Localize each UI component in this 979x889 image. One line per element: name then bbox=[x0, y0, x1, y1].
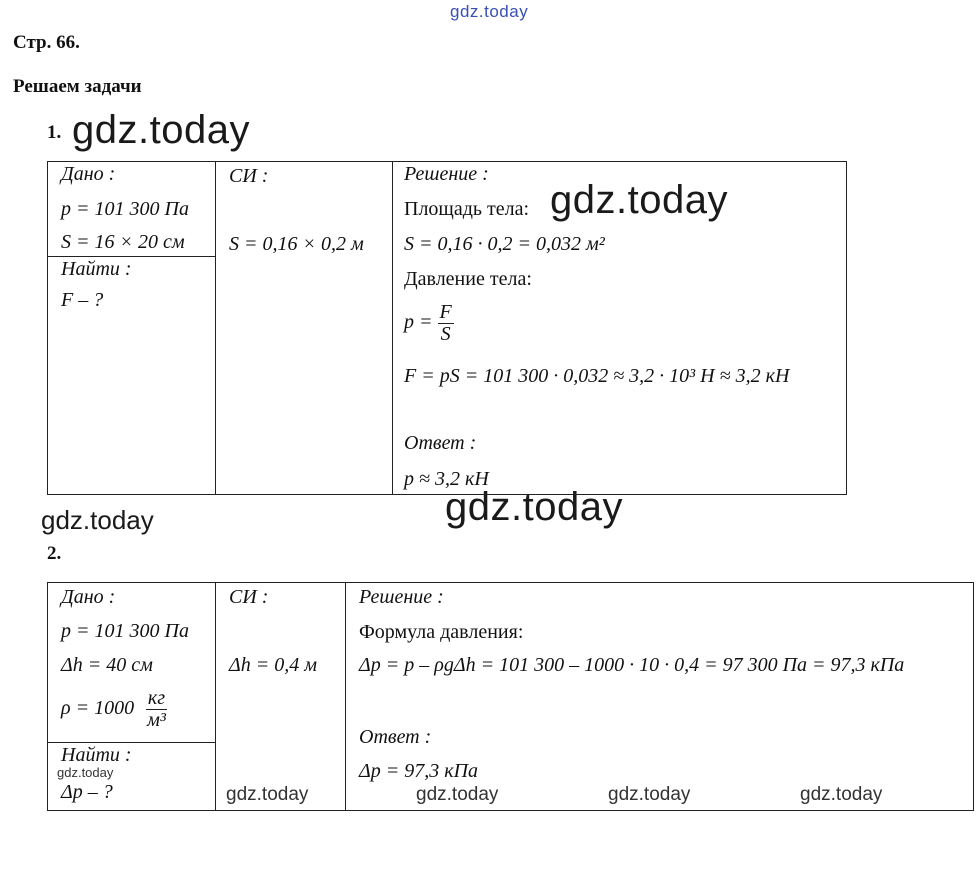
page-number: Стр. 66. bbox=[13, 32, 80, 53]
given-label: Дано : bbox=[61, 163, 116, 185]
problem2-table bbox=[47, 582, 974, 811]
fraction bbox=[438, 302, 454, 345]
given-value: p = 101 300 Па bbox=[61, 198, 189, 220]
si-label: СИ : bbox=[229, 586, 269, 608]
section-title: Решаем задачи bbox=[13, 76, 142, 97]
problem-number: 2. bbox=[47, 543, 62, 564]
given-value: p = 101 300 Па bbox=[61, 620, 189, 642]
watermark-small: gdz.today bbox=[608, 784, 691, 805]
given-value: Δh = 40 см bbox=[61, 654, 153, 676]
si-value: S = 0,16 × 0,2 м bbox=[229, 233, 364, 255]
force-formula: F = pS = 101 300 · 0,032 ≈ 3,2 · 10³ Н ≈ 3,2 кН bbox=[404, 365, 790, 387]
problem-number: 1. bbox=[47, 122, 62, 143]
problem1-table bbox=[47, 161, 847, 495]
answer-label: Ответ : bbox=[404, 432, 477, 454]
given-value: S = 16 × 20 см bbox=[61, 231, 185, 253]
fraction bbox=[145, 688, 168, 731]
watermark-medium: gdz.today bbox=[41, 505, 154, 535]
find-label: Найти : bbox=[61, 744, 132, 766]
formula-left: p = bbox=[404, 311, 433, 334]
pressure-label: Давление тела: bbox=[404, 268, 532, 290]
find-label: Найти : bbox=[61, 258, 132, 280]
si-label: СИ : bbox=[229, 165, 269, 187]
rho-value bbox=[61, 688, 168, 731]
rho-left: ρ = 1000 bbox=[61, 697, 135, 720]
given-label: Дано : bbox=[61, 586, 116, 608]
pressure-formula: Δp = p – ρgΔh = 101 300 – 1000 · 10 · 0,4 = 97 300 Па = 97,3 кПа bbox=[359, 654, 905, 676]
watermark-small: gdz.today bbox=[416, 784, 499, 805]
numerator: кг bbox=[147, 687, 166, 709]
find-value: F – ? bbox=[61, 289, 104, 311]
answer-label: Ответ : bbox=[359, 726, 432, 748]
pressure-formula bbox=[404, 302, 454, 345]
area-label: Площадь тела: bbox=[404, 198, 530, 220]
watermark-large: gdz.today bbox=[72, 108, 250, 152]
solution-label: Решение : bbox=[359, 586, 444, 608]
answer-value: Δp = 97,3 кПа bbox=[359, 760, 479, 782]
answer-value: p ≈ 3,2 кН bbox=[404, 468, 489, 490]
solution-label: Решение : bbox=[404, 163, 489, 185]
watermark-large: gdz.today bbox=[550, 178, 728, 222]
area-formula: S = 0,16 · 0,2 = 0,032 м² bbox=[404, 233, 605, 255]
si-value: Δh = 0,4 м bbox=[229, 654, 317, 676]
numerator: F bbox=[439, 301, 452, 323]
watermark-top: gdz.today bbox=[450, 2, 529, 21]
watermark-large: gdz.today bbox=[445, 485, 623, 529]
formula-label: Формула давления: bbox=[359, 621, 524, 643]
find-value: Δp – ? bbox=[61, 781, 113, 803]
denominator: S bbox=[440, 323, 451, 345]
watermark-small: gdz.today bbox=[226, 784, 309, 805]
denominator: м³ bbox=[147, 709, 166, 731]
watermark-small: gdz.today bbox=[800, 784, 883, 805]
watermark-small: gdz.today bbox=[57, 765, 114, 780]
